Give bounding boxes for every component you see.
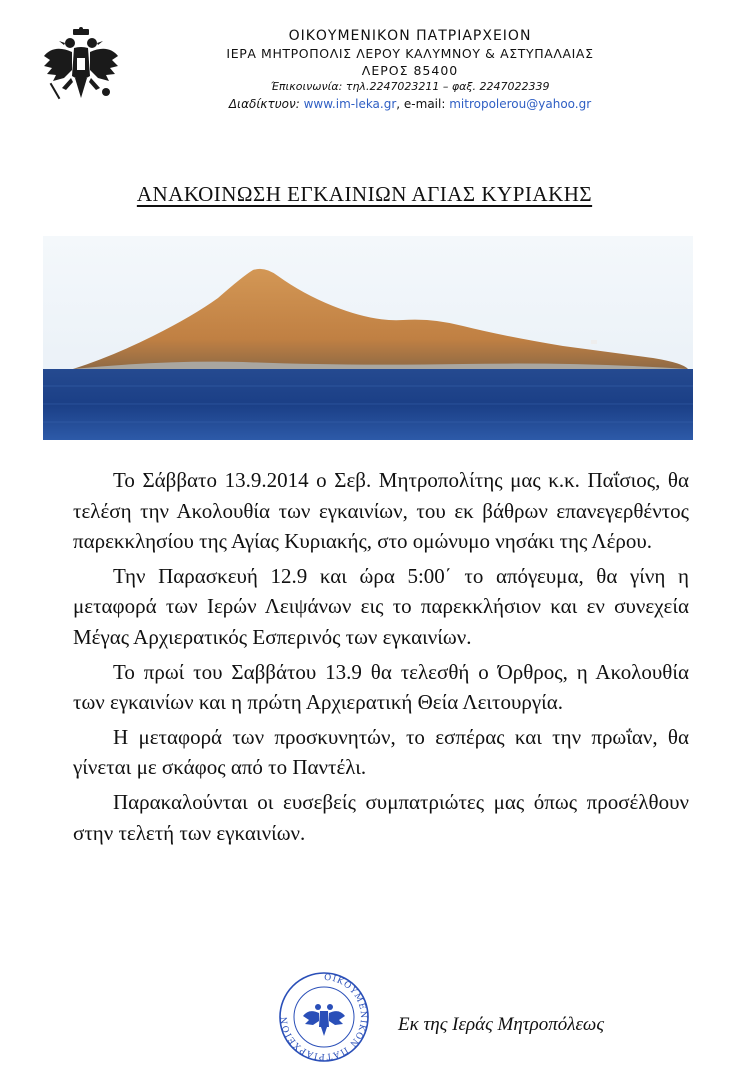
svg-text:ΟΙΚΟΥΜΕΝΙΚΟΝ ΠΑΤΡΙΑΡΧΕΙΟΝ: ΟΙΚΟΥΜΕΝΙΚΟΝ ΠΑΤΡΙΑΡΧΕΙΟΝ	[279, 972, 369, 1062]
email-link[interactable]: mitropolerou@yahoo.gr	[449, 97, 592, 111]
paragraph-3: Το πρωί του Σαββάτου 13.9 θα τελεσθή ο Όρθρος, η Ακολουθία των εγκαινίων και η πρώτη Αρχιερατική Θεία Λειτουργία.	[73, 659, 689, 715]
email-label: , e-mail:	[396, 97, 446, 111]
double-headed-eagle-icon	[40, 26, 122, 108]
metropolis-stamp	[265, 972, 383, 1062]
contact-phones: Έπικοινωνία: τηλ.2247023211 – φαξ. 2247022339	[270, 80, 550, 93]
address: ΛΕΡΟΣ 85400	[361, 63, 459, 78]
letterhead	[0, 0, 729, 150]
patriarchate-name: ΟΙΚΟΥΜΕΝΙΚΟΝ ΠΑΤΡΙΑΡΧΕΙΟΝ	[288, 28, 532, 44]
paragraph-4: Η μεταφορά των προσκυνητών, το εσπέρας και την πρωΐαν, θα γίνεται με σκάφος από το Παντέλι.	[73, 724, 689, 780]
island-photo	[43, 236, 693, 440]
website-link[interactable]: www.im-leka.gr	[303, 97, 397, 111]
announcement-title: ΑΝΑΚΟΙΝΩΣΗ ΕΓΚΑΙΝΙΩΝ ΑΓΙΑΣ ΚΥΡΙΑΚΗΣ	[136, 182, 593, 206]
signature-text: Εκ της Ιεράς Μητροπόλεως	[398, 1014, 605, 1035]
web-contact	[130, 97, 690, 111]
paragraph-2: Την Παρασκευή 12.9 και ώρα 5:00΄ το απόγευμα, θα γίνη η μεταφορά των Ιερών Λειψάνων εις το παρεκκλήσιον και εν συνεχεία Μέγας Αρχιερατικός Εσπερινός των εγκαινίων.	[73, 563, 689, 649]
paragraph-1: Το Σάββατο 13.9.2014 ο Σεβ. Μητροπολίτης μας κ.κ. Παΐσιος, θα τελέση την Ακολουθία των εγκαινίων, του εκ βάθρων επανεγερθέντος παρεκκλησίου της Αγίας Κυριακής, στο ομώνυμο νησάκι της Λέρου.	[73, 468, 689, 554]
web-label: Διαδίκτυον:	[228, 97, 300, 111]
metropolis-name: ΙΕΡΑ ΜΗΤΡΟΠΟΛΙΣ ΛΕΡΟΥ ΚΑΛΥΜΝΟΥ & ΑΣΤΥΠΑΛΑΙΑΣ	[226, 46, 594, 61]
paragraph-5: Παρακαλούνται οι ευσεβείς συμπατριώτες μας όπως προσέλθουν στην τελετή των εγκαινίων.	[73, 789, 689, 845]
stamp-eagle-icon	[303, 1004, 345, 1036]
announcement-body	[73, 465, 689, 852]
